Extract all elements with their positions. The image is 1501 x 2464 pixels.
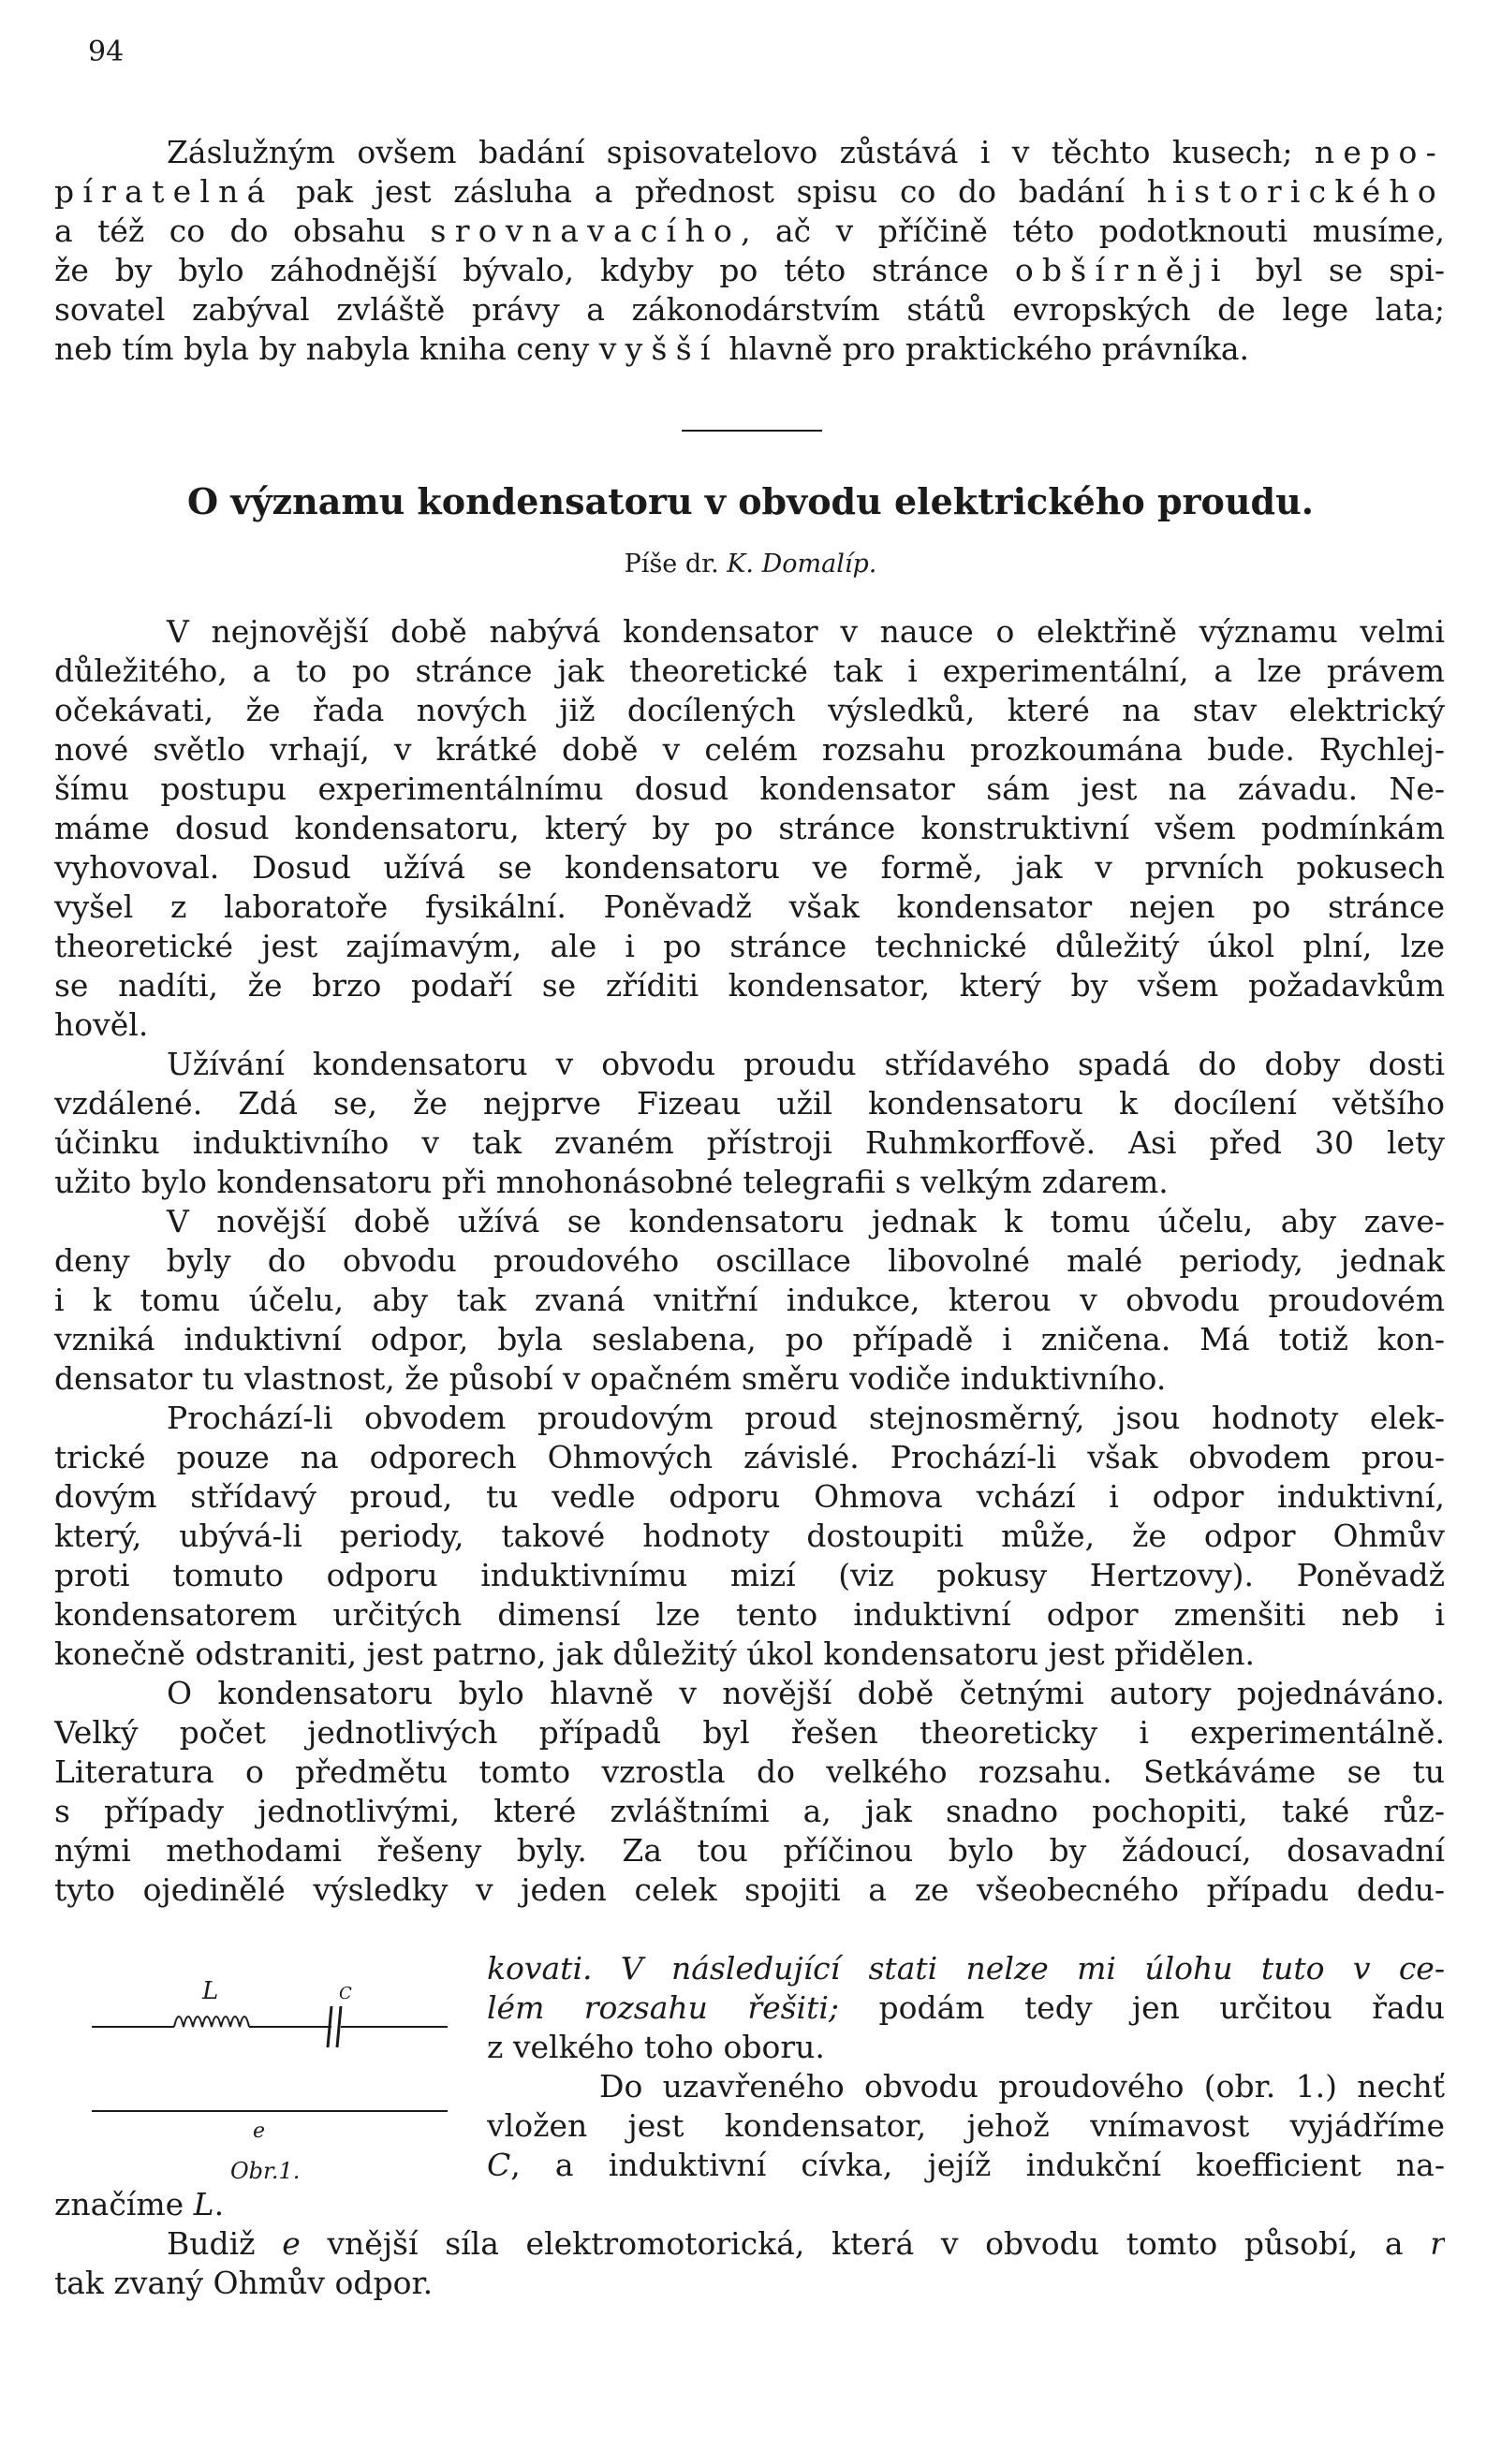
section-divider (682, 430, 822, 432)
text-line: konečně odstraniti, jest patrno, jak důležitý úkol kondensatoru jest přidělen. (54, 1635, 1256, 1672)
text-run: vnější síla elektromotorická, která v obvodu tomto působí, a (300, 2225, 1431, 2262)
text-run: vložen jest kondensator, jehož vnímavost vyjádříme (487, 2107, 1445, 2144)
inductor-coil (174, 2017, 249, 2027)
italic-run: r (1430, 2225, 1445, 2262)
article-byline (0, 549, 1501, 580)
text-run: značíme (54, 2186, 194, 2222)
circuit-figure (54, 1971, 466, 2214)
label-l: L (202, 1977, 219, 2005)
text-run: Do uzavřeného obvodu proudového (obr. 1.) nechť (599, 2068, 1445, 2105)
text-run: , ač v příčině této podotknouti musíme, (741, 213, 1445, 249)
text-line (54, 290, 1445, 330)
text-run: sovatel zabýval zvláště právy a zákonodárstvím států evropských de lege lata; (54, 291, 1445, 328)
page-number: 94 (88, 36, 125, 68)
text-run: že by bylo záhodnější bývalo, kdyby po této stránce (54, 252, 1015, 288)
text-line: důležitého, a to po stránce jak theoretické tak i experimentální, a lze právem (54, 653, 1445, 689)
wrapped-text-beside-figure (487, 1949, 1445, 2185)
text-line: kondensatorem určitých dimensí lze tento induktivní odpor zmenšiti neb i (54, 1596, 1445, 1633)
text-line: tyto ojedinělé výsledky v jeden celek spojiti a ze všeobecného případu dedu- (54, 1871, 1445, 1908)
label-c: C (339, 1984, 352, 2003)
text-line: vzniká induktivní odpor, byla seslabena, po případě i zničena. Má totiž kon- (54, 1321, 1445, 1357)
label-e: e (253, 2119, 266, 2143)
text-line: vzdálené. Zdá se, že nejprve Fizeau užil kondensatoru k docílení většího (54, 1085, 1445, 1122)
text-line: hověl. (54, 1006, 149, 1043)
text-line: dovým střídavý proud, tu vedle odporu Ohmova vchází i odpor induktivní, (54, 1478, 1445, 1515)
text-line: Užívání kondensatoru v obvodu proudu střídavého spadá do doby dosti (167, 1046, 1445, 1082)
text-run: Budiž (167, 2225, 283, 2262)
spaced-emphasis: vyšší (598, 330, 719, 367)
text-line (54, 172, 1445, 212)
figure-caption: Obr.1. (230, 2158, 301, 2184)
capacitor-plate-right (337, 2006, 341, 2047)
italic-run: C (487, 2147, 511, 2183)
text-line: vyšel z laboratoře fysikální. Poněvadž však kondensator nejen po stránce (54, 888, 1445, 925)
text-line: Literatura o předmětu tomto vzrostla do velkého rozsahu. Setkáváme se tu (54, 1753, 1445, 1790)
article-body (54, 612, 1445, 1910)
text-line: nové světlo vrhají, v krátké době v celém rozsahu prozkoumána bude. Rychlej- (54, 731, 1445, 768)
italic-run: e (282, 2225, 301, 2262)
text-run: , a induktivní cívka, jejíž indukční koefficient na- (510, 2147, 1445, 2183)
text-line: se nadíti, že brzo podaří se zříditi kondensator, který by všem požadavkům (54, 967, 1445, 1004)
text-line: V nejnovější době nabývá kondensator v nauce o elektřině významu velmi (167, 613, 1445, 650)
text-line: deny byly do obvodu proudového oscillace libovolné malé periody, jednak (54, 1242, 1445, 1279)
text-line (54, 212, 1445, 251)
text-run: . (213, 2186, 225, 2222)
byline-author: K. Domalíp. (727, 550, 877, 579)
text-line: očekávati, že řada nových již docílených výsledků, které na stav elektrický (54, 692, 1445, 728)
byline-prefix: Píše dr. (624, 550, 719, 579)
text-line (487, 2146, 1445, 2185)
text-line (487, 2067, 1445, 2106)
italic-run: kovati. V následující stati nelze mi úlohu tuto v ce- (487, 1950, 1445, 1987)
text-line: densator tu vlastnost, že působí v opačném směru vodiče induktivního. (54, 1360, 1167, 1397)
text-line: i k tomu účelu, aby tak zvaná vnitřní indukce, kterou v obvodu proudovém (54, 1282, 1445, 1318)
text-line: theoretické jest zajímavým, ale i po stránce technické důležitý úkol plní, lze (54, 928, 1445, 964)
text-line (54, 2224, 1445, 2264)
text-line (54, 330, 1445, 369)
article-title: O významu kondensatoru v obvodu elektrického proudu. (187, 480, 1314, 522)
text-line (54, 2264, 1445, 2303)
text-line: Velký počet jednotlivých případů byl řešen theoreticky i experimentálně. (54, 1714, 1445, 1751)
text-line: trické pouze na odporech Ohmových závislé. Prochází-li však obvodem prou- (54, 1439, 1445, 1475)
spaced-emphasis: píratelná (54, 173, 274, 210)
text-line (487, 1988, 1445, 2028)
text-line: s případy jednotlivými, které zvláštními a, jak snadno pochopiti, také růz- (54, 1793, 1445, 1829)
italic-run: lém rozsahu řešiti; (487, 1989, 840, 2026)
text-line: V novější době užívá se kondensatoru jednak k tomu účelu, aby zave- (167, 1203, 1445, 1239)
text-line (54, 2185, 1445, 2224)
text-run: hlavně pro praktického právníka. (718, 330, 1250, 367)
text-run: neb tím byla by nabyla kniha ceny (54, 330, 599, 367)
spaced-emphasis: obšírněji (1014, 252, 1229, 288)
text-line: šímu postupu experimentálnímu dosud kondensator sám jest na závadu. Ne- (54, 770, 1445, 807)
text-line: proti tomuto odporu induktivnímu mizí (viz pokusy Hertzovy). Poněvadž (54, 1557, 1445, 1593)
text-line (487, 1949, 1445, 1988)
text-line: užito bylo kondensatoru při mnohonásobné telegrafii s velkým zdarem. (54, 1164, 1169, 1200)
text-run: Záslužným ovšem badání spisovatelovo zůstává i v těchto kusech; (167, 134, 1315, 170)
text-run: pak jest zásluha a přednost spisu co do badání (273, 173, 1147, 210)
italic-run: L (193, 2186, 214, 2222)
text-line (54, 133, 1445, 172)
text-run: a též co do obsahu (54, 213, 431, 249)
text-line: O kondensatoru bylo hlavně v novější době četnými autory pojednáváno. (167, 1675, 1445, 1711)
article-tail (54, 2185, 1445, 2303)
text-run: byl se spi- (1229, 252, 1445, 288)
text-line: Prochází-li obvodem proudovým proud stejnosměrný, jsou hodnoty elek- (167, 1400, 1445, 1436)
spaced-emphasis: srovnavacího (430, 213, 742, 249)
text-line: který, ubývá-li periody, takové hodnoty dostoupiti může, že odpor Ohmův (54, 1518, 1445, 1554)
intro-paragraph (54, 133, 1445, 369)
text-line (54, 251, 1445, 290)
circuit-diagram (54, 1971, 466, 2214)
text-line (487, 2106, 1445, 2146)
spaced-emphasis: nepo- (1314, 134, 1445, 170)
spaced-emphasis: historického (1146, 173, 1445, 210)
text-run: podám tedy jen určitou řadu (839, 1989, 1445, 2026)
text-line: máme dosud kondensatoru, který by po stránce konstruktivní všem podmínkám (54, 810, 1445, 846)
capacitor-plate-left (328, 2006, 331, 2047)
text-line: vyhovoval. Dosud užívá se kondensatoru ve formě, jak v prvních pokusech (54, 849, 1445, 886)
text-line: nými methodami řešeny byly. Za tou příčinou bylo by žádoucí, dosavadní (54, 1832, 1445, 1869)
text-line (487, 2028, 1445, 2067)
text-line: účinku induktivního v tak zvaném přístroji Ruhmkorffově. Asi před 30 lety (54, 1124, 1445, 1161)
text-run: tak zvaný Ohmův odpor. (54, 2265, 434, 2301)
text-run: z velkého toho oboru. (487, 2029, 825, 2065)
